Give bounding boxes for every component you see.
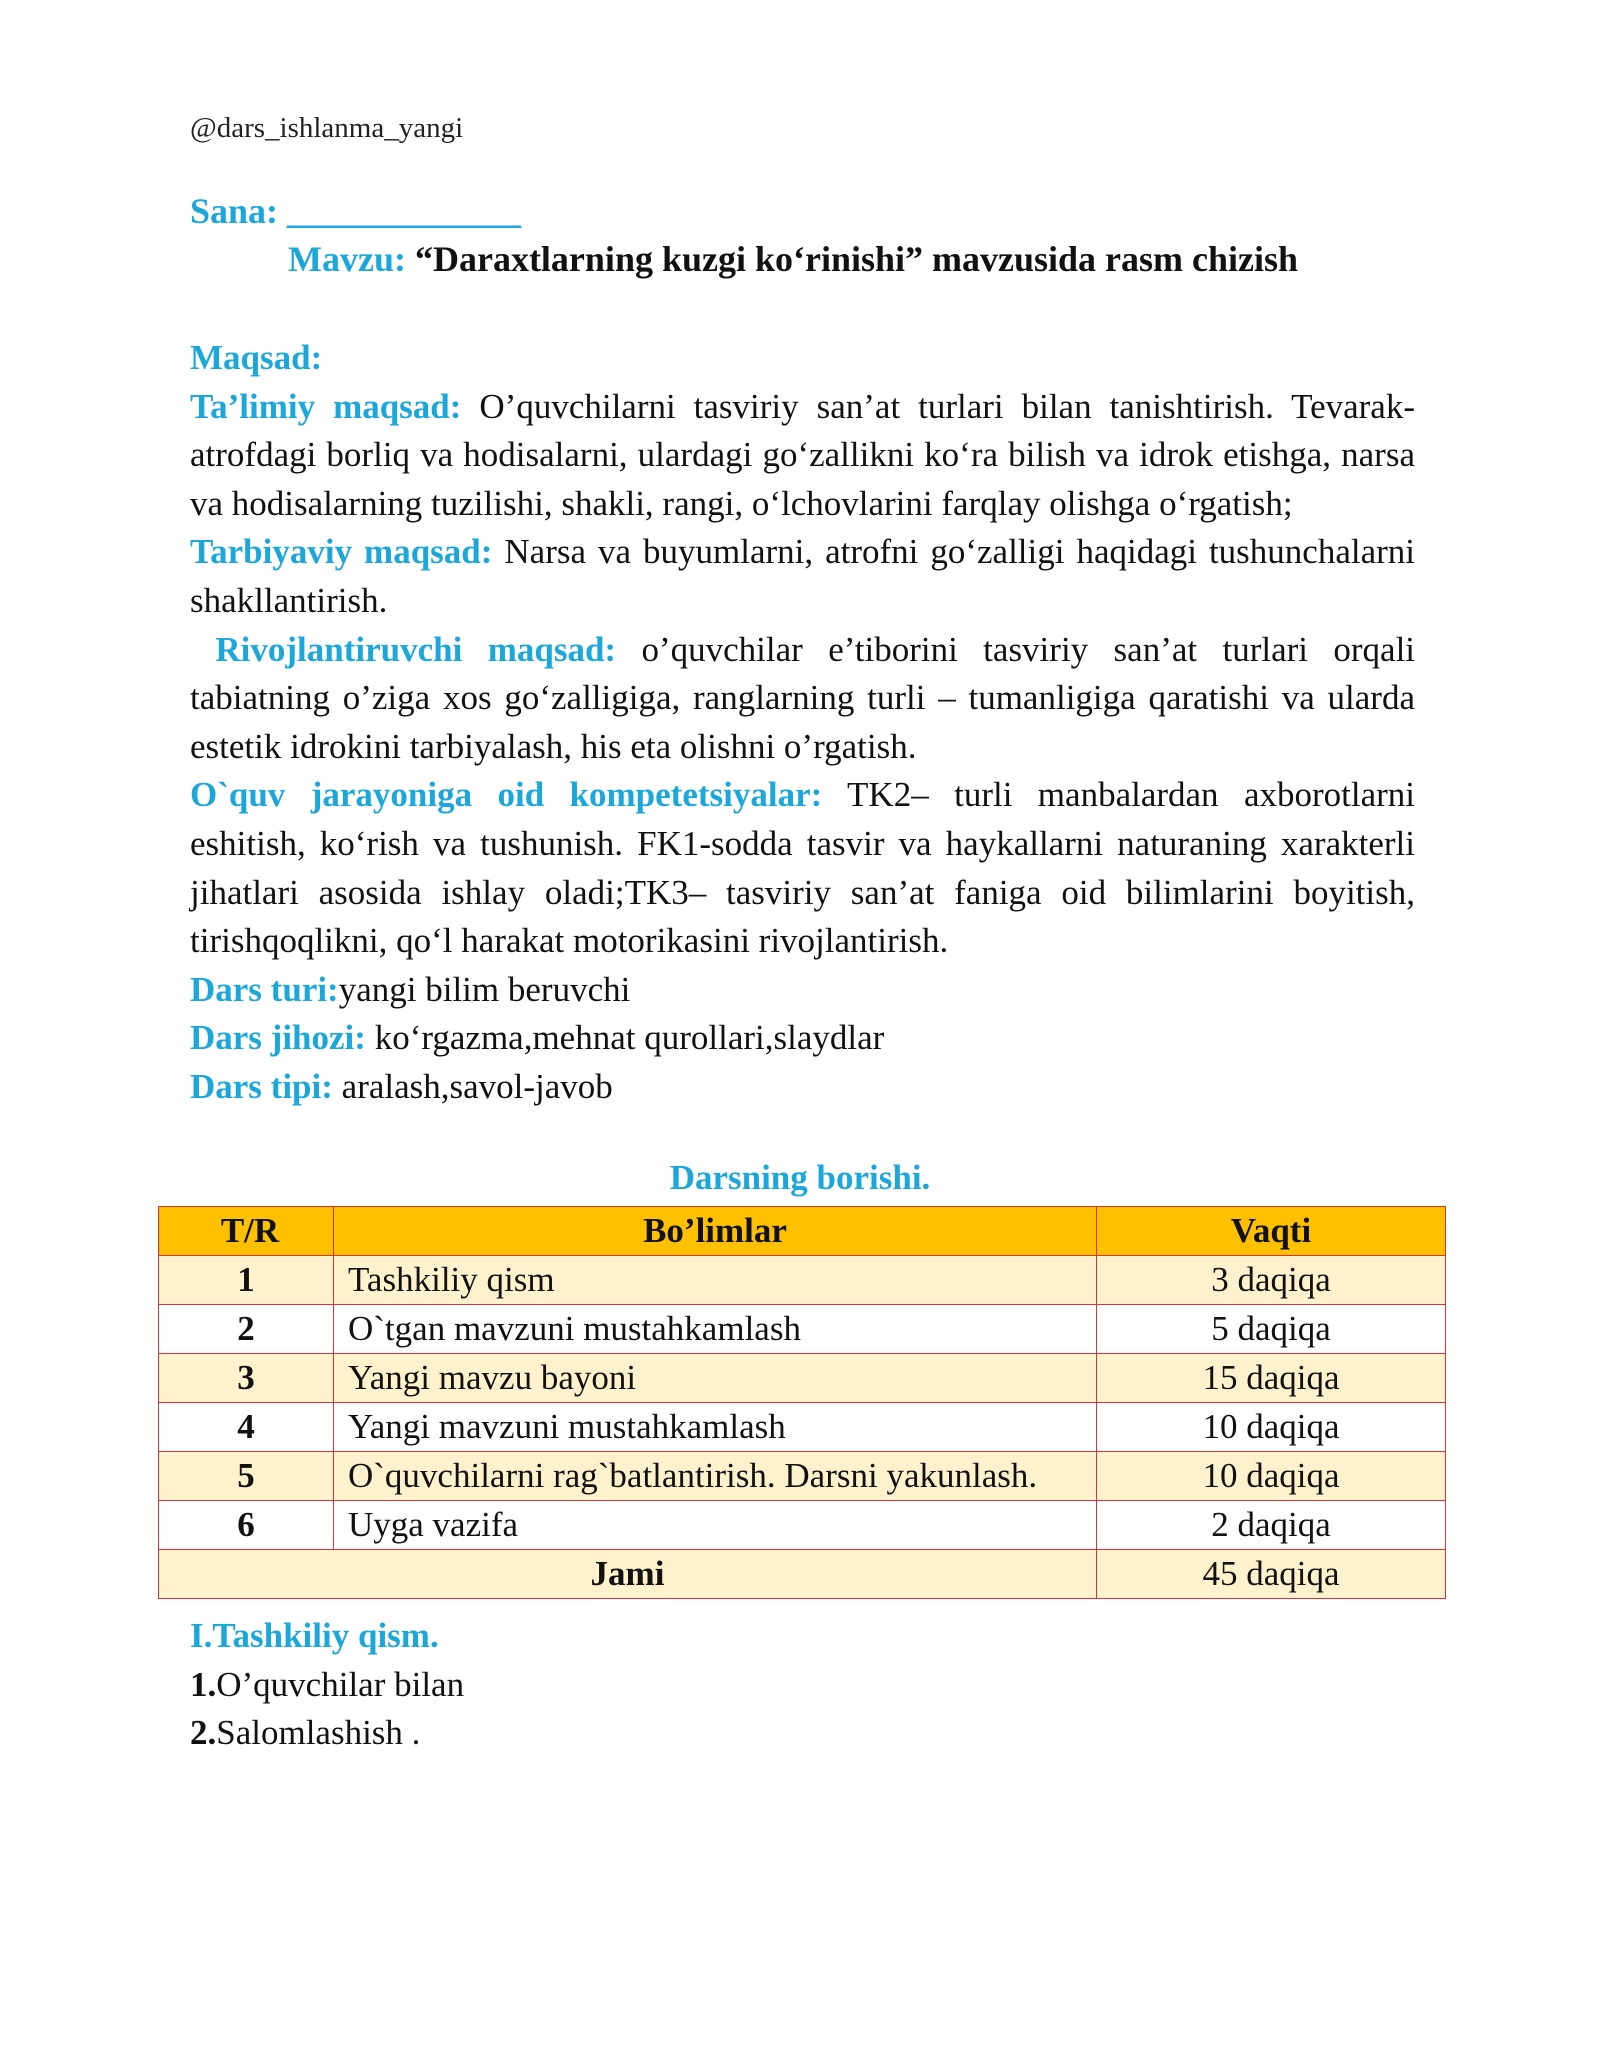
step-number: 2. [190,1713,217,1753]
topic-title: “Daraxtlarning kuzgi ko‘rinishi” mavzusida rasm chizish [414,239,1299,279]
header-time: Vaqti [1097,1207,1446,1256]
total-label: Jami [159,1550,1097,1599]
list-item [190,1709,464,1758]
lesson-type-label: Dars turi: [190,969,339,1009]
educational-goal-label: Ta’limiy maqsad: [190,386,462,426]
date-label: Sana: [190,191,279,231]
upbringing-goal [190,528,1415,625]
row-section: Yangi mavzuni mustahkamlash [334,1403,1097,1452]
upbringing-goal-text: Narsa va buyumlarni, atrofni go‘zalligi haqidagi tushunchalarni shakllantirish. [190,532,1415,620]
row-time: 2 daqiqa [1097,1501,1446,1550]
developmental-goal-text: o’quvchilar e’tiborini tasviriy san’at turlari orqali tabiatning o’ziga xos go‘zalligiga, ranglarning turli – tumanligiga qaratishi va ularda estetik idrokini tarbiyalash, his eta olishni o’rgatish. [190,629,1416,766]
developmental-goal [190,626,1415,772]
developmental-goal-label: Rivojlantiruvchi maqsad: [215,629,617,669]
lesson-type [190,966,1415,1015]
educational-goal-text: O’quvchilarni tasviriy san’at turlari bilan tanishtirish. Tevarak-atrofdagi borliq va hodisalarni, ulardagi go‘zallikni ko‘ra bilish va idrok etishga, narsa va hodisalarning tuzilishi, shakli, rangi, o‘lchovlarini farqlay olishga o‘rgatish; [190,386,1415,523]
table-header-row [159,1207,1446,1256]
row-section: Uyga vazifa [334,1501,1097,1550]
objectives-section [190,334,1415,1112]
row-section: Yangi mavzu bayoni [334,1354,1097,1403]
row-number: 6 [159,1501,334,1550]
watermark-handle: @dars_ishlanma_yangi [190,112,464,144]
row-section: O`tgan mavzuni mustahkamlash [334,1305,1097,1354]
step-number: 1. [190,1664,217,1704]
topic-label: Mavzu: [288,239,406,279]
row-number: 5 [159,1452,334,1501]
table-row [159,1256,1446,1305]
header-number: T/R [159,1207,334,1256]
lesson-plan-table [158,1206,1446,1599]
date-blank: _____________ [287,191,522,231]
lesson-equipment [190,1014,1415,1063]
row-number: 1 [159,1256,334,1305]
lesson-type-value: yangi bilim beruvchi [338,969,631,1009]
educational-goal [190,383,1415,529]
row-section: Tashkiliy qism [334,1256,1097,1305]
lesson-equipment-label: Dars jihozi: [190,1018,366,1058]
competencies-label: O`quv jarayoniga oid kompetetsiyalar: [190,775,823,815]
header-sections: Bo’limlar [334,1207,1097,1256]
total-time: 45 daqiqa [1097,1550,1446,1599]
row-time: 10 daqiqa [1097,1452,1446,1501]
lesson-kind-value: aralash,savol-javob [341,1066,613,1106]
list-item [190,1661,464,1710]
topic-line [288,238,1298,280]
objectives-heading: Maqsad: [190,338,323,377]
table-row [159,1403,1446,1452]
row-time: 15 daqiqa [1097,1354,1446,1403]
lesson-equipment-value: ko‘rgazma,mehnat qurollari,slaydlar [374,1018,885,1058]
table-row [159,1452,1446,1501]
table-row [159,1501,1446,1550]
upbringing-goal-label: Tarbiyaviy maqsad: [190,532,493,572]
lesson-flow-heading: Darsning borishi. [669,1158,931,1197]
row-time: 5 daqiqa [1097,1305,1446,1354]
lesson-kind [190,1063,1415,1112]
row-time: 3 daqiqa [1097,1256,1446,1305]
row-number: 2 [159,1305,334,1354]
table-row [159,1305,1446,1354]
date-line [190,190,521,232]
row-time: 10 daqiqa [1097,1403,1446,1452]
row-number: 3 [159,1354,334,1403]
organizational-heading: I.Tashkiliy qism. [190,1616,439,1655]
step-text: Salomlashish . [216,1713,421,1753]
table-total-row [159,1550,1446,1599]
competencies-text: TK2– turli manbalardan axborotlarni eshitish, ko‘rish va tushunish. FK1-sodda tasvir va haykallarni naturaning xarakterli jihatlari asosida ishlay oladi;TK3– tasviriy san’at faniga oid bilimlarini boyitish, tirishqoqlikni, qo‘l harakat motorikasini rivojlantirish. [190,775,1415,961]
row-section: O`quvchilarni rag`batlantirish. Darsni yakunlash. [334,1452,1097,1501]
step-text: O’quvchilar bilan [216,1664,465,1704]
organizational-section [190,1612,464,1758]
row-number: 4 [159,1403,334,1452]
table-row [159,1354,1446,1403]
lesson-kind-label: Dars tipi: [190,1066,333,1106]
competencies [190,771,1415,965]
